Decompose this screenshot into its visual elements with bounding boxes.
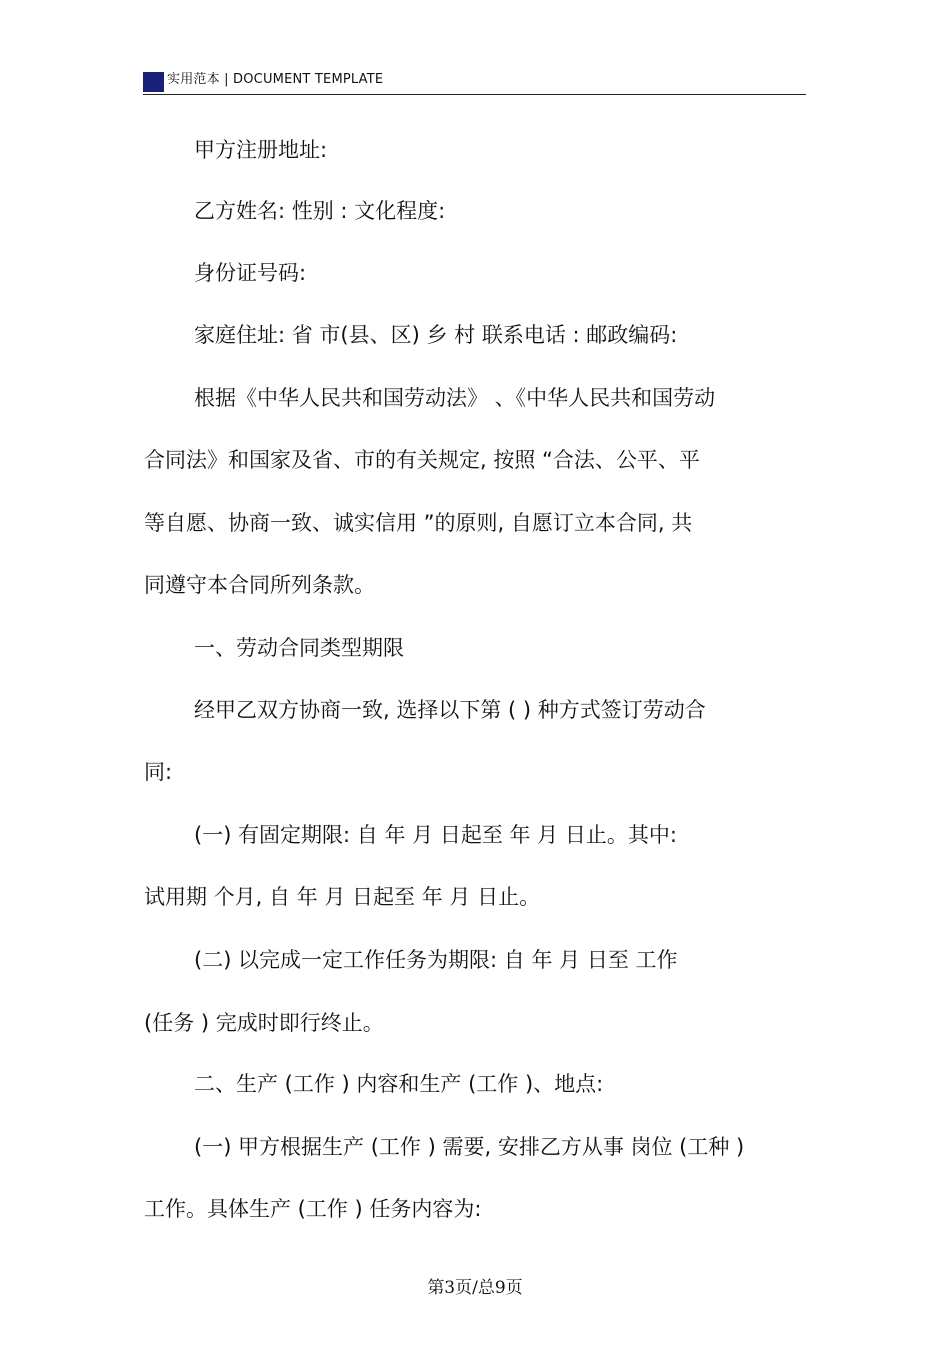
party-b-name-line: 乙方姓名: 性别 : 文化程度: — [194, 199, 446, 223]
id-number-line: 身份证号码: — [194, 261, 307, 285]
paragraph-line: 合同法》和国家及省、市的有关规定, 按照 “合法、公平、平 — [144, 448, 700, 472]
page-header — [143, 68, 806, 95]
paragraph-line: 等自愿、协商一致、诚实信用 ”的原则, 自愿订立本合同, 共 — [144, 511, 693, 535]
paragraph-line: 工作。具体生产 (工作 ) 任务内容为: — [144, 1197, 482, 1221]
paragraph-line: (一) 有固定期限: 自 年 月 日起至 年 月 日止。其中: — [194, 823, 677, 847]
paragraph-line: 同: — [144, 760, 173, 784]
header-title: 实用范本 | DOCUMENT TEMPLATE — [167, 72, 384, 87]
page-number: 第3页/总9页 — [427, 1278, 523, 1298]
home-address-line: 家庭住址: 省 市(县、区) 乡 村 联系电话 : 邮政编码: — [194, 323, 678, 347]
paragraph-line: (一) 甲方根据生产 (工作 ) 需要, 安排乙方从事 岗位 (工种 ) — [194, 1135, 745, 1159]
party-a-address-line: 甲方注册地址: — [194, 138, 328, 162]
paragraph-line: 经甲乙双方协商一致, 选择以下第 ( ) 种方式签订劳动合 — [194, 698, 706, 722]
section-heading: 二、生产 (工作 ) 内容和生产 (工作 )、地点: — [194, 1072, 604, 1096]
paragraph-line: (任务 ) 完成时即行终止。 — [144, 1011, 384, 1035]
section-heading: 一、劳动合同类型期限 — [194, 636, 404, 660]
paragraph-line: 试用期 个月, 自 年 月 日起至 年 月 日止。 — [144, 885, 541, 909]
paragraph-line: 根据《中华人民共和国劳动法》 、《中华人民共和国劳动 — [194, 386, 716, 410]
paragraph-line: 同遵守本合同所列条款。 — [144, 573, 375, 597]
logo-icon — [143, 72, 164, 92]
paragraph-line: (二) 以完成一定工作任务为期限: 自 年 月 日至 工作 — [194, 948, 678, 972]
